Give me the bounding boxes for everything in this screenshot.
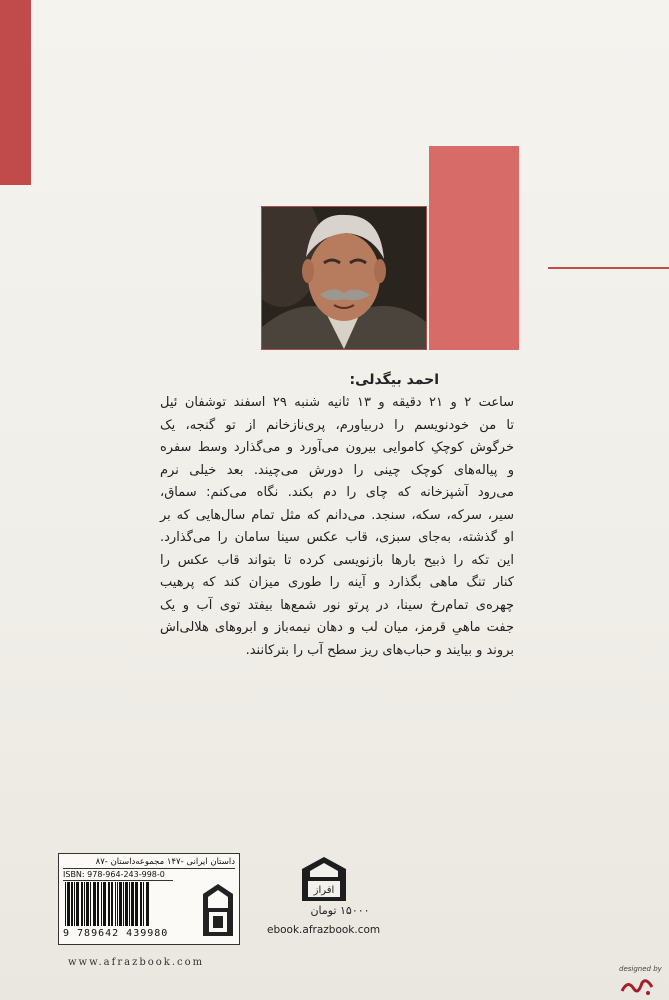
author-photo: [261, 206, 427, 350]
excerpt-line: کنار تنگ ماهی بگذارد و آینه را طوری میزان کند که پرهیب: [160, 575, 514, 590]
publisher-logo-icon: [296, 855, 352, 903]
excerpt-text: [160, 392, 514, 662]
barcode-bar: [117, 882, 118, 926]
red-decorative-line: [548, 267, 669, 269]
barcode-bar: [125, 882, 128, 926]
barcode-bar: [97, 882, 99, 926]
series-info: داستان ایرانی -۱۴۷ مجموعه‌داستان -۸۷: [63, 856, 235, 869]
barcode-bar: [129, 882, 130, 926]
barcode-bar: [123, 882, 124, 926]
barcode-digits: 9 789642 439980: [63, 928, 169, 939]
excerpt-line: ساعت ۲ و ۲۱ دقیقه و ۱۳ ثانیه شنبه ۲۹ اسفند توشفان ئیل: [160, 395, 514, 410]
price: ۱۵۰۰۰ تومان: [310, 904, 370, 917]
barcode-bar: [74, 882, 75, 926]
barcode-bar: [143, 882, 144, 926]
excerpt-line: او گذشته، به‌جای سبزی، قاب عکس سینا سامان را می‌گذارد.: [160, 530, 514, 545]
barcode-box: [58, 853, 240, 945]
barcode-bar: [67, 882, 70, 926]
barcode-bar: [84, 882, 85, 926]
barcode-bar: [101, 882, 102, 926]
author-name: احمد بیگدلی:: [349, 372, 439, 388]
barcode-bar: [93, 882, 96, 926]
barcode-bar: [140, 882, 142, 926]
website-url: www.afrazbook.com: [68, 957, 205, 968]
ebook-url: ebook.afrazbook.com: [267, 924, 381, 936]
barcode-bar: [115, 882, 116, 926]
barcode-bar: [90, 882, 91, 926]
excerpt-line: چهره‌ی تمام‌رخ سینا، در پرتو نور شمع‌ها بیفتد توی آب و یک: [160, 597, 514, 613]
barcode-bars: [63, 882, 199, 926]
excerpt-line: خرگوش کوچکِ کاموایی بیرون می‌آورد و می‌گذارد وسط سفره: [160, 440, 514, 455]
excerpt-line: می‌رود آشپزخانه که چای را دم بکند. نگاه می‌کنم: سماق،: [160, 485, 514, 500]
barcode-bar: [108, 882, 110, 926]
barcode-bar: [111, 882, 113, 926]
barcode-bar: [135, 882, 138, 926]
designed-by-label: designed by: [619, 965, 662, 973]
left-red-bar: [0, 0, 31, 185]
excerpt-line: این تکه را ذبیح بارها بازنویسی کرده تا بتواند قاب عکس را: [160, 552, 514, 568]
publisher-logo-text: افراز: [313, 885, 335, 896]
red-decorative-block: [429, 146, 519, 350]
excerpt-line: تا من خودنویسم را دربیاورم، پری‌نازخانم از تو گنجه، یک: [160, 417, 514, 433]
excerpt-line: سیر، سرکه، سکه، سنجد. می‌دانم که مثل تمام سال‌هایی که بر: [160, 507, 514, 523]
barcode-bar: [103, 882, 106, 926]
barcode-bar: [65, 882, 66, 926]
publisher-logo-small-icon: [201, 882, 235, 938]
barcode-bar: [146, 882, 149, 926]
excerpt-line: و پیاله‌های کوچک چینی را دورش می‌چیند. بعد خیلی نرم: [160, 462, 514, 478]
excerpt-line: جفت ماهیِ قرمز، میان لب و دهان نیمه‌باز و ابروهای هلالی‌اش: [160, 620, 514, 635]
isbn-text: ISBN: 978-964-243-998-0: [63, 869, 173, 881]
barcode-bar: [119, 882, 122, 926]
designer-signature-icon: [618, 975, 658, 997]
excerpt-line: بروند و بیایند و حباب‌های ریز سطح آب را بترکانند.: [245, 642, 514, 658]
barcode-bar: [86, 882, 89, 926]
barcode-bar: [131, 882, 134, 926]
barcode-bar: [71, 882, 73, 926]
barcode-bar: [81, 882, 83, 926]
barcode-bar: [76, 882, 79, 926]
